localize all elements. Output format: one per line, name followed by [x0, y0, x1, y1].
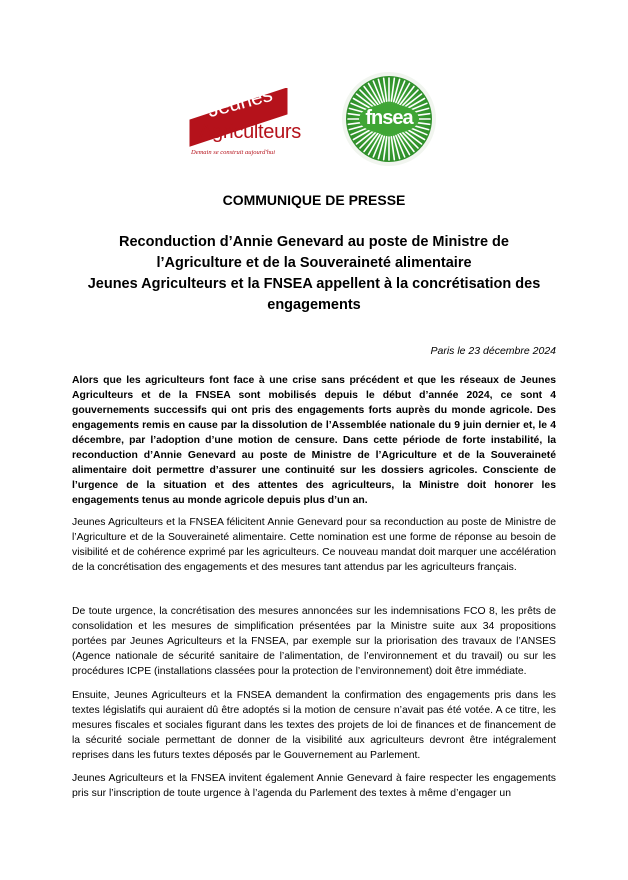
title-line: engagements — [267, 297, 361, 313]
ja-logo-word-agriculteurs: Agriculteurs — [199, 121, 301, 143]
body-paragraph: De toute urgence, la concrétisation des mesures annoncées sur les indemnisations FCO 8, les prêts de consolidation et les mesures de simplification présentées par la Ministre suite aux 34 propositions portées par Jeunes Agriculteurs et la FNSEA, par exemple sur la priorisation des travaux de l’ANSES (Agence nationale de sécurité sanitaire de l’alimentation, de l’environnement et du travail) ou sur les procédures ICPE (installations classées pour la protection de l’environnement) doit être immédiate. — [72, 606, 556, 677]
lead-paragraph: Alors que les agriculteurs font face à une crise sans précédent et que les réseaux de Jeunes Agriculteurs et de la FNSEA sont mobilisés depuis le début d’année 2024, ce sont 4 gouvernements successifs qui ont pris des engagements forts auprès du monde agricole. Des engagements remis en cause par la dissolution de l’Assemblée nationale du 9 juin dernier et, le 4 décembre, par l’adoption d’une motion de censure. Dans cette période de forte instabilité, la reconduction d’Annie Genevard au poste de Ministre de l’Agriculture et de la Souveraineté alimentaire doit permettre d’assurer une continuité sur les dossiers agricoles. Consciente de l’urgence de la situation et des attentes des agriculteurs, la Ministre doit honorer les engagements tenus au monde agricole depuis plus d’un an. — [72, 375, 556, 506]
body-paragraph: Jeunes Agriculteurs et la FNSEA félicitent Annie Genevard pour sa reconduction au poste de Ministre de l’Agriculture et de la Souveraineté alimentaire. Cette nomination est une forme de réponse au besoin de visibilité et de cohérence exprimé par les agriculteurs. Ce nouveau mandat doit marquer une accélération de la concrétisation des engagements et des mesures tant attendus par les agriculteurs français. — [72, 517, 557, 573]
document-label: COMMUNIQUE DE PRESSE — [222, 192, 406, 208]
body-paragraph: Jeunes Agriculteurs et la FNSEA invitent également Annie Genevard à faire respecter les engagements pris sur l’inscription de toute urgence à l’agenda du Parlement des textes à même d’engager un — [72, 773, 556, 799]
page-title — [80, 232, 548, 316]
ja-logo-word-jeunes: Jeunes — [205, 82, 275, 123]
dateline: Paris le 23 décembre 2024 — [430, 345, 556, 357]
title-line: l’Agriculture et de la Souveraineté alimentaire — [156, 255, 472, 271]
body-paragraph: Ensuite, Jeunes Agriculteurs et la FNSEA demandent la confirmation des engagements pris dans les textes législatifs qui auraient dû être adoptés si la motion de censure n’avait pas été votée. A ce titre, les mesures fiscales et sociales figurant dans les textes des projets de loi de finances et de financement de la sécurité sociale permettant de donner de la visibilité aux agriculteurs devront être intégralement reprises dans les futurs textes déposés par le Gouvernement au Parlement. — [72, 690, 556, 761]
fnsea-logo — [340, 70, 438, 168]
ja-logo-tagline: Demain se construit aujourd'hui — [191, 149, 276, 156]
title-line: Reconduction d’Annie Genevard au poste de Ministre de — [119, 234, 509, 250]
fnsea-logo-text: fnsea — [365, 107, 413, 129]
title-line: Jeunes Agriculteurs et la FNSEA appellent à la concrétisation des — [87, 276, 541, 292]
jeunes-agriculteurs-logo — [183, 82, 308, 168]
